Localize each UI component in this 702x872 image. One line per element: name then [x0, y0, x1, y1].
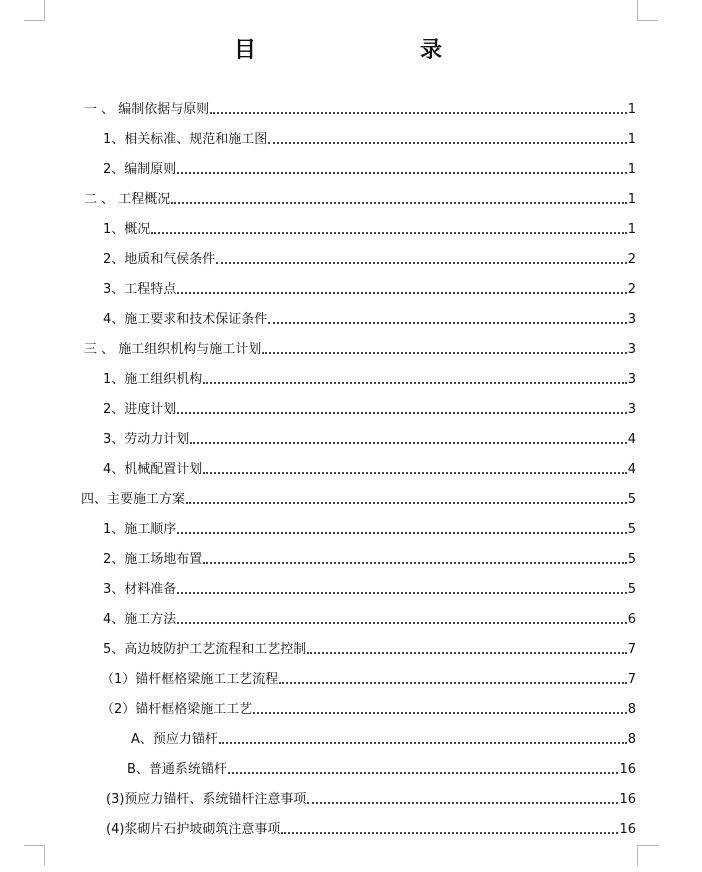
- toc-entry-text: 2、施工场地布置: [103, 552, 203, 567]
- crop-mark-top-right: [637, 0, 658, 21]
- toc-leader-dots: [186, 502, 627, 504]
- toc-entry-page: 5: [627, 582, 636, 597]
- toc-entry[interactable]: [103, 579, 636, 601]
- toc-entry-page: 8: [627, 702, 636, 717]
- toc-entry-text: 一 、 编制依据与原则: [84, 102, 210, 117]
- toc-entry-page: 5: [627, 522, 636, 537]
- toc-leader-dots: [228, 772, 619, 774]
- toc-entry-page: 3: [627, 402, 636, 417]
- toc-leader-dots: [307, 802, 618, 804]
- toc-entry[interactable]: [106, 819, 636, 841]
- toc-leader-dots: [151, 232, 626, 234]
- toc-entry[interactable]: [84, 339, 636, 361]
- toc-entry-text: 1、施工组织机构: [103, 372, 203, 387]
- toc-entry-text: 4、施工要求和技术保证条件: [103, 312, 268, 327]
- toc-entry[interactable]: [106, 789, 636, 811]
- toc-entry[interactable]: [103, 369, 636, 391]
- toc-leader-dots: [210, 112, 626, 114]
- toc-entry-page: 1: [627, 192, 636, 207]
- toc-leader-dots: [281, 832, 618, 834]
- toc-entry-page: 5: [627, 492, 636, 507]
- toc-leader-dots: [177, 292, 626, 294]
- toc-leader-dots: [279, 682, 626, 684]
- toc-entry-text: 3、工程特点: [103, 282, 177, 297]
- toc-entry-text: 2、进度计划: [103, 402, 177, 417]
- toc-entry-page: 2: [627, 252, 636, 267]
- toc-entry-text: 2、编制原则: [103, 162, 177, 177]
- toc-entry-text: （2）锚杆框格梁施工工艺: [101, 702, 253, 717]
- toc-entry[interactable]: [84, 189, 636, 211]
- toc-entry-text: 三 、 施工组织机构与施工计划: [84, 342, 262, 357]
- toc-entry-page: 4: [627, 432, 636, 447]
- toc-entry-page: 8: [627, 732, 636, 747]
- toc-entry-text: 4、机械配置计划: [103, 462, 203, 477]
- toc-leader-dots: [177, 532, 626, 534]
- toc-entry-text: 3、材料准备: [103, 582, 177, 597]
- toc-entry[interactable]: [103, 249, 636, 271]
- crop-mark-bottom-left: [24, 845, 45, 866]
- toc-entry-text: 1、施工顺序: [103, 522, 177, 537]
- toc-leader-dots: [219, 742, 627, 744]
- crop-mark-bottom-right: [637, 845, 658, 866]
- toc-leader-dots: [171, 202, 626, 204]
- toc-leader-dots: [216, 262, 626, 264]
- toc-entry[interactable]: [103, 519, 636, 541]
- toc-entry-page: 3: [627, 312, 636, 327]
- toc-entry-page: 5: [627, 552, 636, 567]
- toc-leader-dots: [177, 172, 626, 174]
- toc-leader-dots: [177, 622, 626, 624]
- toc-entry-text: (3)预应力锚杆、系统锚杆注意事项: [106, 792, 307, 807]
- toc-entry-text: B、普通系统锚杆: [127, 762, 227, 777]
- toc-entry[interactable]: [103, 459, 636, 481]
- toc-leader-dots: [307, 652, 626, 654]
- toc-leader-dots: [262, 352, 626, 354]
- toc-entry-text: 2、地质和气侯条件: [103, 252, 216, 267]
- toc-leader-dots: [203, 562, 626, 564]
- toc-entry-page: 3: [627, 342, 636, 357]
- toc-entry[interactable]: [101, 699, 636, 721]
- toc-entry-page: 16: [619, 822, 636, 837]
- toc-leader-dots: [190, 442, 626, 444]
- toc-entry[interactable]: [103, 279, 636, 301]
- toc-leader-dots: [203, 382, 626, 384]
- toc-entry-text: 4、施工方法: [103, 612, 177, 627]
- toc-entry[interactable]: [127, 759, 636, 781]
- toc-entry[interactable]: [103, 609, 636, 631]
- toc-entry-text: 四、主要施工方案: [81, 492, 186, 507]
- toc-title: 目 录: [233, 37, 482, 63]
- toc-entry-page: 6: [627, 612, 636, 627]
- toc-entry-text: (4)浆砌片石护坡砌筑注意事项: [106, 822, 281, 837]
- toc-entry[interactable]: [103, 159, 636, 181]
- toc-entry-text: 二 、 工程概况: [84, 192, 171, 207]
- toc-entry-page: 7: [627, 672, 636, 687]
- toc-leader-dots: [177, 592, 626, 594]
- toc-entry[interactable]: [81, 489, 636, 511]
- toc-entry-text: A、预应力锚杆: [131, 732, 218, 747]
- toc-entry-page: 4: [627, 462, 636, 477]
- toc-entry-page: 16: [619, 792, 636, 807]
- toc-entry[interactable]: [103, 129, 636, 151]
- crop-mark-top-left: [24, 0, 45, 21]
- toc-leader-dots: [177, 412, 626, 414]
- toc-entry-page: 2: [627, 282, 636, 297]
- toc-entry-text: 3、劳动力计划: [103, 432, 190, 447]
- toc-entry-text: 1、相关标准、规范和施工图: [103, 132, 268, 147]
- toc-entry-page: 16: [619, 762, 636, 777]
- toc-entry[interactable]: [84, 99, 636, 121]
- toc-entry-page: 7: [627, 642, 636, 657]
- toc-entry[interactable]: [103, 549, 636, 571]
- toc-leader-dots: [203, 472, 626, 474]
- toc-entry-page: 1: [627, 222, 636, 237]
- toc-leader-dots: [268, 322, 626, 324]
- toc-entry[interactable]: [103, 429, 636, 451]
- toc-entry-page: 1: [627, 132, 636, 147]
- toc-entry[interactable]: [103, 219, 636, 241]
- toc-leader-dots: [268, 142, 626, 144]
- toc-entry-page: 1: [627, 162, 636, 177]
- toc-entry[interactable]: [131, 729, 636, 751]
- toc-entry[interactable]: [103, 309, 636, 331]
- toc-entry-text: 1、概况: [103, 222, 151, 237]
- toc-entry-page: 3: [627, 372, 636, 387]
- toc-entry[interactable]: [101, 669, 636, 691]
- toc-entry-page: 1: [627, 102, 636, 117]
- toc-entry-text: （1）锚杆框格梁施工工艺流程: [101, 672, 279, 687]
- toc-leader-dots: [253, 712, 626, 714]
- toc-entry-text: 5、高边坡防护工艺流程和工艺控制: [103, 642, 307, 657]
- toc-entry[interactable]: [103, 399, 636, 421]
- toc-entry[interactable]: [103, 639, 636, 661]
